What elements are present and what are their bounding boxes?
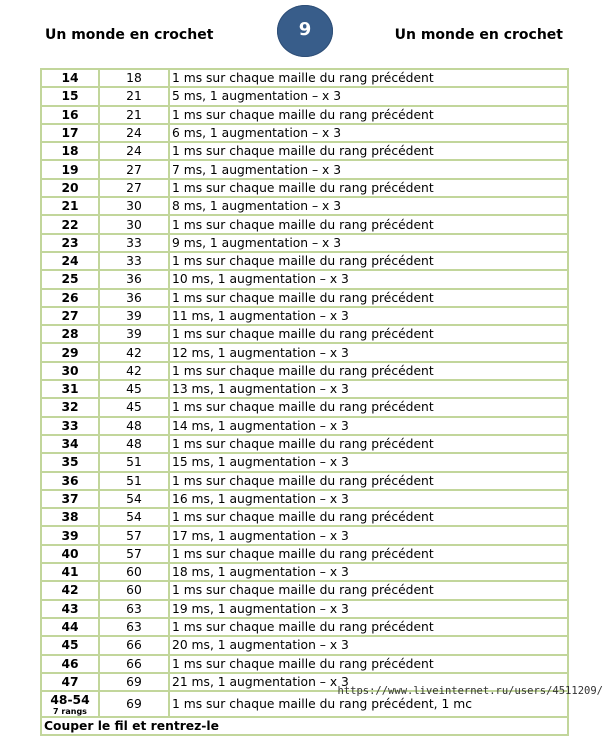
table-row xyxy=(41,325,568,343)
table-row xyxy=(41,69,568,87)
instruction-cell: 16 ms, 1 augmentation – x 3 xyxy=(169,490,568,508)
stitch-count-cell: 30 xyxy=(99,215,169,233)
stitch-count-cell: 60 xyxy=(99,563,169,581)
rang-cell: 27 xyxy=(41,307,99,325)
table-row xyxy=(41,234,568,252)
stitch-count-cell: 39 xyxy=(99,325,169,343)
table-row xyxy=(41,289,568,307)
table-row xyxy=(41,87,568,105)
instruction-cell: 1 ms sur chaque maille du rang précédent xyxy=(169,106,568,124)
rang-cell: 34 xyxy=(41,435,99,453)
table-row xyxy=(41,508,568,526)
table-row-footer xyxy=(41,717,568,735)
pattern-table-tail xyxy=(41,691,568,735)
table-row xyxy=(41,563,568,581)
table-row xyxy=(41,526,568,544)
stitch-count-cell: 48 xyxy=(99,435,169,453)
instruction-cell: 18 ms, 1 augmentation – x 3 xyxy=(169,563,568,581)
rang-cell: 42 xyxy=(41,581,99,599)
instruction-cell: 14 ms, 1 augmentation – x 3 xyxy=(169,417,568,435)
instruction-cell: 1 ms sur chaque maille du rang précédent xyxy=(169,472,568,490)
instruction-cell: 1 ms sur chaque maille du rang précédent xyxy=(169,545,568,563)
stitch-count-cell: 42 xyxy=(99,343,169,361)
table-row xyxy=(41,655,568,673)
rang-cell: 24 xyxy=(41,252,99,270)
stitch-count-cell: 57 xyxy=(99,545,169,563)
stitch-count-cell: 57 xyxy=(99,526,169,544)
instruction-cell: 10 ms, 1 augmentation – x 3 xyxy=(169,270,568,288)
instruction-cell: 1 ms sur chaque maille du rang précédent, 1 mc xyxy=(169,691,568,717)
stitch-count-cell: 51 xyxy=(99,453,169,471)
table-row xyxy=(41,142,568,160)
rang-cell: 46 xyxy=(41,655,99,673)
table-row xyxy=(41,453,568,471)
rang-cell: 43 xyxy=(41,600,99,618)
rang-cell: 23 xyxy=(41,234,99,252)
rang-cell: 25 xyxy=(41,270,99,288)
table-row xyxy=(41,106,568,124)
rang-cell xyxy=(41,691,99,717)
rang-cell: 33 xyxy=(41,417,99,435)
rang-cell: 16 xyxy=(41,106,99,124)
instruction-cell: 13 ms, 1 augmentation – x 3 xyxy=(169,380,568,398)
stitch-count-cell: 45 xyxy=(99,380,169,398)
stitch-count-cell: 21 xyxy=(99,87,169,105)
rang-cell: 38 xyxy=(41,508,99,526)
table-row xyxy=(41,435,568,453)
instruction-cell: 1 ms sur chaque maille du rang précédent xyxy=(169,618,568,636)
stitch-count-cell: 27 xyxy=(99,160,169,178)
stitch-count-cell: 48 xyxy=(99,417,169,435)
instruction-cell: 12 ms, 1 augmentation – x 3 xyxy=(169,343,568,361)
rang-cell: 45 xyxy=(41,636,99,654)
rang-cell: 30 xyxy=(41,362,99,380)
table-row xyxy=(41,179,568,197)
instruction-cell: 21 ms, 1 augmentation – x 3 xyxy=(169,673,568,691)
rang-cell: 21 xyxy=(41,197,99,215)
table-row xyxy=(41,618,568,636)
stitch-count-cell: 30 xyxy=(99,197,169,215)
stitch-count-cell: 66 xyxy=(99,636,169,654)
stitch-count-cell: 36 xyxy=(99,270,169,288)
rang-cell: 39 xyxy=(41,526,99,544)
rang-range: 48-54 xyxy=(50,692,90,707)
instruction-cell: 1 ms sur chaque maille du rang précédent xyxy=(169,435,568,453)
instruction-cell: 1 ms sur chaque maille du rang précédent xyxy=(169,398,568,416)
stitch-count-cell: 39 xyxy=(99,307,169,325)
table-row xyxy=(41,215,568,233)
instruction-cell: 17 ms, 1 augmentation – x 3 xyxy=(169,526,568,544)
rang-cell: 35 xyxy=(41,453,99,471)
rang-cell: 29 xyxy=(41,343,99,361)
instruction-cell: 9 ms, 1 augmentation – x 3 xyxy=(169,234,568,252)
rang-cell: 47 xyxy=(41,673,99,691)
table-row xyxy=(41,417,568,435)
stitch-count-cell: 33 xyxy=(99,252,169,270)
page-number-badge: 9 xyxy=(277,5,333,57)
rang-count-note: 7 rangs xyxy=(53,706,87,716)
instruction-cell: 1 ms sur chaque maille du rang précédent xyxy=(169,581,568,599)
table-row xyxy=(41,124,568,142)
instruction-cell: 6 ms, 1 augmentation – x 3 xyxy=(169,124,568,142)
table-row xyxy=(41,636,568,654)
stitch-count-cell: 21 xyxy=(99,106,169,124)
stitch-count-cell: 36 xyxy=(99,289,169,307)
watermark-url: https://www.liveinternet.ru/users/4511209/ xyxy=(337,685,603,697)
pattern-table-body xyxy=(41,69,568,691)
rang-cell: 31 xyxy=(41,380,99,398)
table-row xyxy=(41,197,568,215)
stitch-count-cell: 54 xyxy=(99,490,169,508)
rang-cell: 15 xyxy=(41,87,99,105)
instruction-cell: 1 ms sur chaque maille du rang précédent xyxy=(169,325,568,343)
instruction-cell: 1 ms sur chaque maille du rang précédent xyxy=(169,215,568,233)
instruction-cell: 1 ms sur chaque maille du rang précédent xyxy=(169,508,568,526)
table-row xyxy=(41,545,568,563)
table-row xyxy=(41,398,568,416)
table-row xyxy=(41,380,568,398)
stitch-count-cell: 54 xyxy=(99,508,169,526)
stitch-count-cell: 63 xyxy=(99,618,169,636)
instruction-cell: 20 ms, 1 augmentation – x 3 xyxy=(169,636,568,654)
rang-cell: 44 xyxy=(41,618,99,636)
instruction-cell: 7 ms, 1 augmentation – x 3 xyxy=(169,160,568,178)
table-row xyxy=(41,600,568,618)
instruction-cell: 19 ms, 1 augmentation – x 3 xyxy=(169,600,568,618)
instruction-cell: 5 ms, 1 augmentation – x 3 xyxy=(169,87,568,105)
table-row xyxy=(41,270,568,288)
table-row xyxy=(41,160,568,178)
rang-cell: 41 xyxy=(41,563,99,581)
instruction-cell: 1 ms sur chaque maille du rang précédent xyxy=(169,69,568,87)
instruction-cell: 1 ms sur chaque maille du rang précédent xyxy=(169,142,568,160)
stitch-count-cell: 42 xyxy=(99,362,169,380)
header-left-title: Un monde en crochet xyxy=(45,27,214,43)
rang-cell: 22 xyxy=(41,215,99,233)
rang-cell: 28 xyxy=(41,325,99,343)
stitch-count-cell: 18 xyxy=(99,69,169,87)
stitch-count-cell: 45 xyxy=(99,398,169,416)
stitch-count-cell: 51 xyxy=(99,472,169,490)
instruction-cell: 1 ms sur chaque maille du rang précédent xyxy=(169,289,568,307)
instruction-cell: 1 ms sur chaque maille du rang précédent xyxy=(169,179,568,197)
instruction-cell: 1 ms sur chaque maille du rang précédent xyxy=(169,655,568,673)
rang-cell: 26 xyxy=(41,289,99,307)
instruction-cell: 15 ms, 1 augmentation – x 3 xyxy=(169,453,568,471)
rang-cell: 18 xyxy=(41,142,99,160)
rang-cell: 40 xyxy=(41,545,99,563)
rang-cell: 32 xyxy=(41,398,99,416)
rang-cell: 17 xyxy=(41,124,99,142)
pattern-table xyxy=(40,68,569,736)
table-row xyxy=(41,472,568,490)
rang-cell: 36 xyxy=(41,472,99,490)
instruction-cell: 8 ms, 1 augmentation – x 3 xyxy=(169,197,568,215)
finishing-instruction: Couper le fil et rentrez-le xyxy=(41,717,568,735)
rang-cell: 14 xyxy=(41,69,99,87)
stitch-count-cell: 27 xyxy=(99,179,169,197)
instruction-cell: 11 ms, 1 augmentation – x 3 xyxy=(169,307,568,325)
table-row xyxy=(41,490,568,508)
rang-cell: 19 xyxy=(41,160,99,178)
stitch-count-cell: 66 xyxy=(99,655,169,673)
table-row xyxy=(41,581,568,599)
table-row xyxy=(41,252,568,270)
table-row xyxy=(41,307,568,325)
instruction-cell: 1 ms sur chaque maille du rang précédent xyxy=(169,252,568,270)
stitch-count-cell: 69 xyxy=(99,673,169,691)
stitch-count-cell: 60 xyxy=(99,581,169,599)
stitch-count-cell: 33 xyxy=(99,234,169,252)
stitch-count-cell: 69 xyxy=(99,691,169,717)
instruction-cell: 1 ms sur chaque maille du rang précédent xyxy=(169,362,568,380)
rang-cell: 37 xyxy=(41,490,99,508)
table-row xyxy=(41,362,568,380)
stitch-count-cell: 63 xyxy=(99,600,169,618)
table-row xyxy=(41,343,568,361)
stitch-count-cell: 24 xyxy=(99,142,169,160)
stitch-count-cell: 24 xyxy=(99,124,169,142)
rang-cell: 20 xyxy=(41,179,99,197)
header-right-title: Un monde en crochet xyxy=(394,27,563,43)
